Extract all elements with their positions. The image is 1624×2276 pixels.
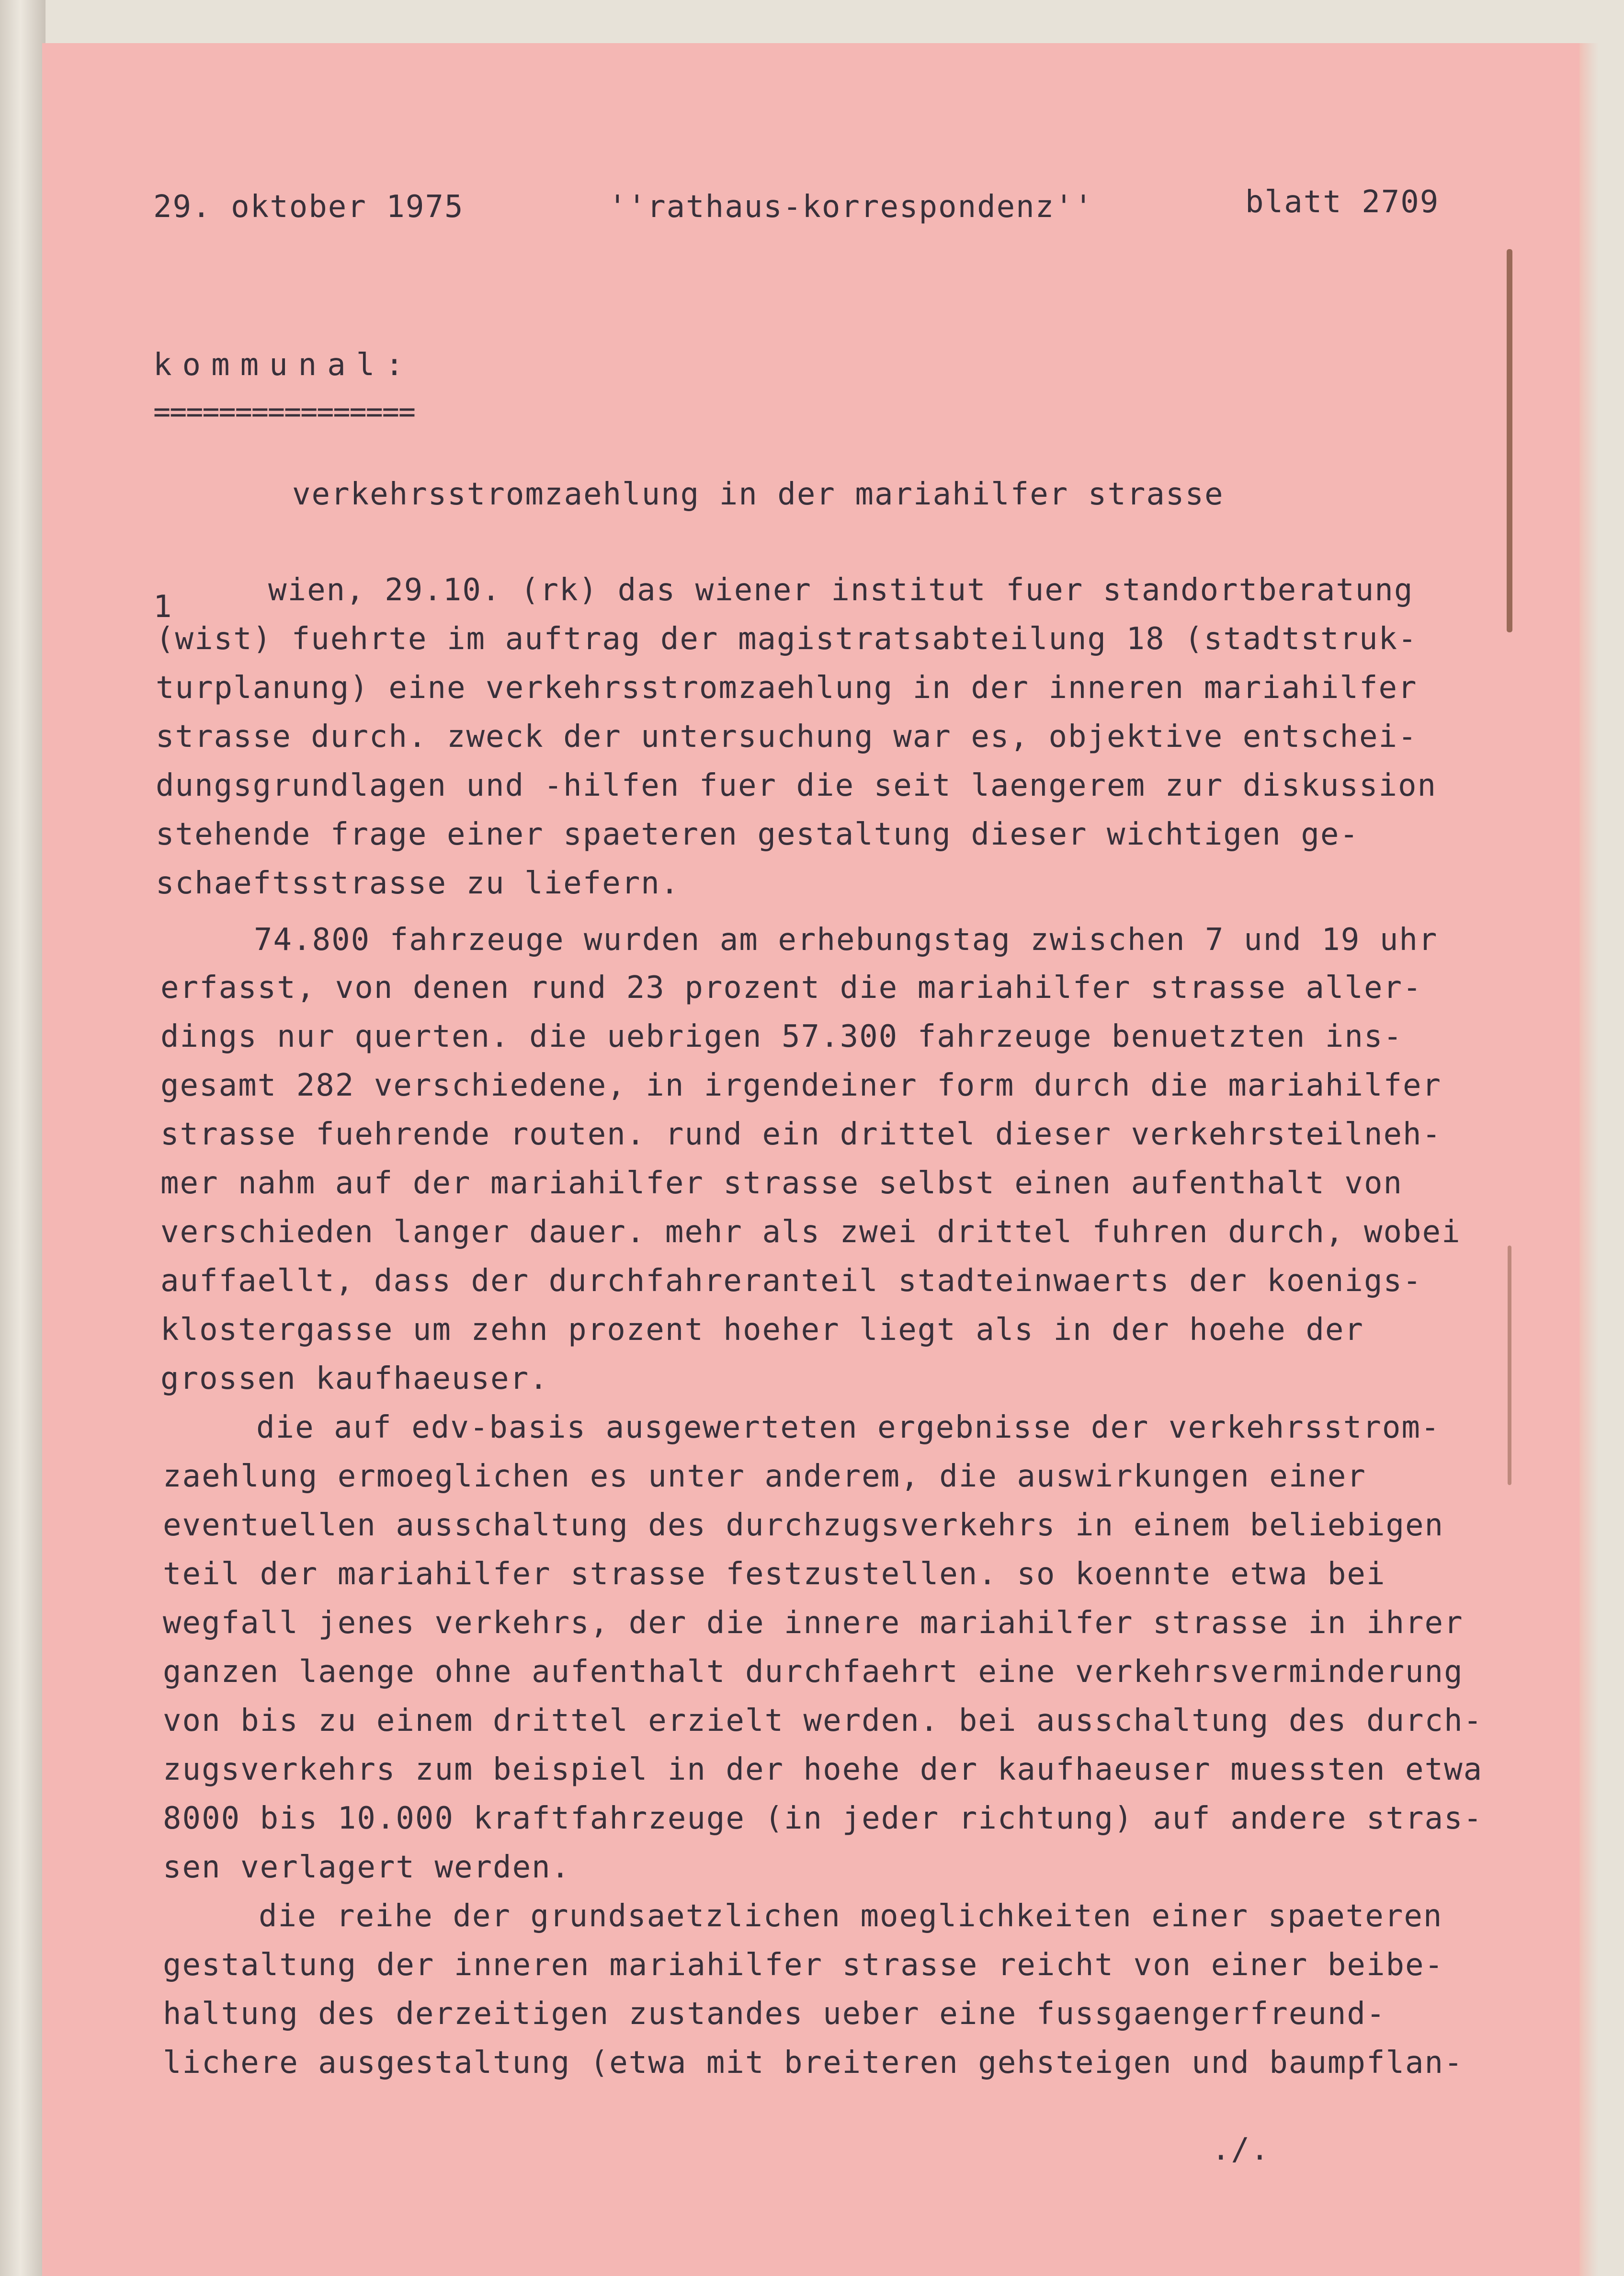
body-line: klostergasse um zehn prozent hoeher liegt als in der hoehe der: [160, 1312, 1364, 1348]
body-line: eventuellen ausschaltung des durchzugsverkehrs in einem beliebigen: [163, 1508, 1444, 1543]
body-line: strasse fuehrende routen. rund ein drittel dieser verkehrsteilneh-: [160, 1117, 1442, 1152]
typed-text: [153, 0, 1518, 2276]
body-line: von bis zu einem drittel erzielt werden. bei ausschaltung des durch-: [163, 1703, 1483, 1738]
body-line: dings nur querten. die uebrigen 57.300 fahrzeuge benuetzten ins-: [160, 1019, 1403, 1054]
body-line: haltung des derzeitigen zustandes ueber eine fussgaengerfreund-: [163, 1996, 1386, 2032]
body-line: lichere ausgestaltung (etwa mit breiteren gehsteigen und baumpflan-: [163, 2045, 1464, 2081]
body-line: (wist) fuehrte im auftrag der magistratsabteilung 18 (stadtstruk-: [156, 621, 1418, 657]
body-line: verschieden langer dauer. mehr als zwei drittel fuhren durch, wobei: [160, 1214, 1461, 1250]
section-underline: ================: [153, 395, 415, 429]
body-line: stehende frage einer spaeteren gestaltung dieser wichtigen ge-: [156, 817, 1359, 852]
header-publication: ''rathaus-korrespondenz'': [608, 189, 1094, 225]
header-sheet: blatt 2709: [1245, 184, 1440, 220]
body-line: strasse durch. zweck der untersuchung war es, objektive entschei-: [156, 719, 1418, 755]
body-line: teil der mariahilfer strasse festzustellen. so koennte etwa bei: [163, 1556, 1386, 1592]
item-number: 1: [153, 589, 173, 625]
body-line: schaeftsstrasse zu liefern.: [156, 866, 680, 901]
body-line: mer nahm auf der mariahilfer strasse selbst einen aufenthalt von: [160, 1166, 1403, 1201]
body-line: wegfall jenes verkehrs, der die innere mariahilfer strasse in ihrer: [163, 1605, 1464, 1641]
section-label: kommunal:: [153, 347, 414, 383]
article-title: verkehrsstromzaehlung in der mariahilfer strasse: [292, 477, 1224, 512]
body-line: 8000 bis 10.000 kraftfahrzeuge (in jeder richtung) auf andere stras-: [163, 1801, 1483, 1836]
book-binding: [0, 0, 45, 2276]
body-line: zaehlung ermoeglichen es unter anderem, die auswirkungen einer: [163, 1459, 1366, 1494]
continuation-mark: ./.: [1212, 2132, 1270, 2167]
body-line: erfasst, von denen rund 23 prozent die mariahilfer strasse aller-: [160, 970, 1422, 1006]
body-line: 74.800 fahrzeuge wurden am erhebungstag zwischen 7 und 19 uhr: [254, 922, 1438, 958]
body-line: auffaellt, dass der durchfahreranteil stadteinwaerts der koenigs-: [160, 1263, 1422, 1299]
page-header: [153, 184, 1518, 345]
body-line: turplanung) eine verkehrsstromzaehlung in der inneren mariahilfer: [156, 670, 1418, 706]
body-line: die reihe der grundsaetzlichen moeglichkeiten einer spaeteren: [259, 1899, 1443, 1934]
header-date: 29. oktober 1975: [153, 189, 464, 225]
body-line: die auf edv-basis ausgewerteten ergebnisse der verkehrsstrom-: [256, 1410, 1441, 1445]
body-line: grossen kaufhaeuser.: [160, 1361, 549, 1396]
body-line: ganzen laenge ohne aufenthalt durchfaehrt eine verkehrsverminderung: [163, 1654, 1464, 1690]
page-edge: [1579, 43, 1599, 2276]
body-line: gestaltung der inneren mariahilfer strasse reicht von einer beibe-: [163, 1947, 1444, 1983]
body-line: gesamt 282 verschiedene, in irgendeiner form durch die mariahilfer: [160, 1068, 1442, 1103]
body-line: zugsverkehrs zum beispiel in der hoehe der kaufhaeuser muessten etwa: [163, 1752, 1483, 1787]
body-line: dungsgrundlagen und -hilfen fuer die seit laengerem zur diskussion: [156, 768, 1437, 803]
body-line: sen verlagert werden.: [163, 1850, 571, 1885]
body-line: wien, 29.10. (rk) das wiener institut fuer standortberatung: [268, 572, 1414, 608]
